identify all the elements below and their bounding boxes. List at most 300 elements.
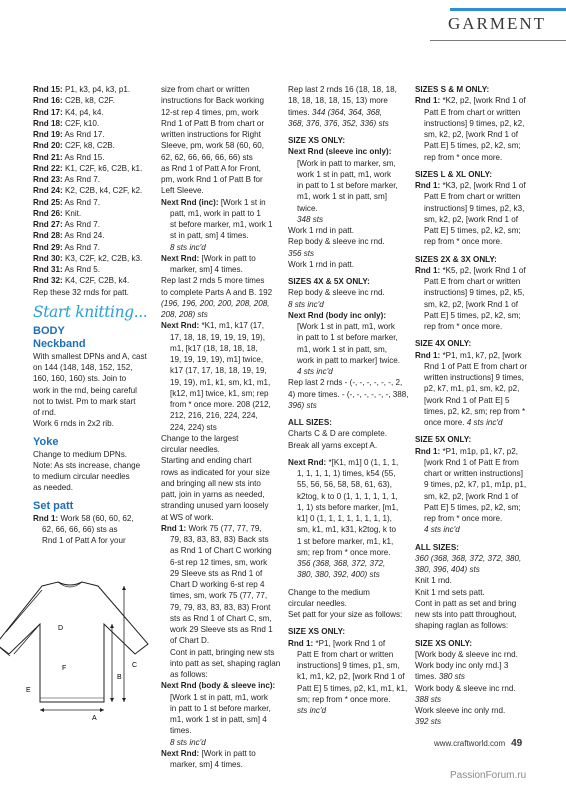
rnd1-text	[415, 457, 537, 525]
stitch-count: 380 sts	[438, 672, 465, 682]
text-line: k1] 0 (1, 1, 1, 1, 1, 1, 1, 1),	[297, 514, 392, 523]
round-label: Rnd 18:	[33, 118, 63, 128]
round-text: P1, k3, p4, k3, p1.	[64, 85, 131, 94]
text-line: 160, 160, 160) sts. Join to	[33, 374, 127, 384]
stitch-count: 356 (368, 368, 372, 372,	[297, 559, 386, 568]
rnd1	[415, 180, 537, 191]
text-line: sm, k2, p2, [work Rnd 1 of	[424, 130, 519, 139]
yoke-text	[33, 449, 155, 494]
rnd1	[161, 523, 282, 534]
header-rule	[430, 40, 566, 41]
text-line: work in the rnd, being careful	[33, 385, 137, 395]
text-line: k1, m1, k2, p2, [work Rnd 1 of	[297, 672, 405, 682]
text-line: 62, 66, 66, 66) sts as	[42, 524, 118, 534]
round-text: Work 75 (77, 77, 79,	[188, 523, 262, 533]
text-line: rep from * once more.	[424, 152, 503, 162]
text-line: Rep last 2 rnds - (-, -, -, -, -, -, 2,	[288, 378, 403, 388]
round-text: *P1, m1p, p1, k7, p2,	[442, 446, 519, 456]
round-row	[33, 174, 155, 185]
text-line: patt, join in yarns as needed,	[161, 490, 265, 499]
round-label: Rnd 16:	[33, 96, 63, 106]
text-line: chart or written instructions]	[424, 469, 523, 478]
neckband-heading: Neckband	[33, 337, 86, 350]
text-line: [Work 1 st in patt, m1, work	[170, 692, 268, 702]
text-line: Patt E] 5 times, p2, k1, m1, k1,	[297, 683, 408, 693]
text-line: 4) more times. - (-, -, -, -, -, -, 388,	[288, 389, 409, 399]
sleeve-inc-text	[288, 158, 409, 214]
text-line: sm, k2, p2, [work Rnd 1 of	[424, 299, 519, 309]
text-line: 208, 208) sts	[161, 310, 208, 319]
text-line: With smallest DPNs and A, cast	[33, 351, 147, 361]
repeat-note: Rep these 32 rnds for patt.	[33, 287, 129, 297]
text-line: instructions] 9 times, p1, sm,	[297, 661, 400, 670]
text-line: Work 1 rnd in patt.	[288, 226, 354, 235]
sweater-outline	[0, 582, 148, 702]
round-label: Rnd 27:	[33, 220, 63, 229]
text-line: and bringing all new sts into	[161, 478, 261, 488]
text-line: times.	[415, 672, 437, 682]
stitch-count: 356 sts	[288, 248, 315, 258]
round-row	[33, 219, 155, 230]
text-line: m1, work 1 st in patt, sm,	[297, 344, 387, 354]
dim-line-d	[6, 590, 42, 632]
round-row	[33, 275, 155, 286]
intro-text	[161, 84, 282, 197]
text-line: times.	[170, 726, 192, 736]
next-rnd-3	[161, 748, 282, 759]
round-text: As Rnd 7.	[64, 220, 101, 229]
round-text: [Work 1 st in	[220, 197, 266, 207]
round-label: Rnd 25:	[33, 197, 63, 207]
page-footer	[434, 738, 522, 749]
round-row	[33, 230, 155, 241]
round-text: K1, C2F, k6, C2B, k1.	[64, 163, 143, 173]
text-line: 19, 19, 19, 19), m1] twice,	[170, 355, 264, 364]
text-line: as Rnd 1 of Chart C working	[170, 546, 272, 556]
round-label: Next Rnd:	[161, 253, 200, 263]
text-line: times, sm, work 75 (77, 77,	[170, 591, 268, 601]
rnd1	[415, 95, 537, 106]
round-row	[33, 118, 155, 129]
label-f: F	[62, 665, 67, 672]
round-text: As Rnd 5.	[64, 265, 101, 274]
text-line: at WS of work.	[161, 512, 214, 522]
stitch-count: 396) sts	[288, 400, 317, 410]
arrow-head	[110, 624, 114, 628]
size-heading: SIZE XS ONLY:	[288, 136, 346, 145]
text-line: Rep last 2 rnds 5 more times	[161, 276, 265, 286]
text-line: Cont in patt as set and bring	[415, 598, 517, 608]
text-line: in patt to 1 st before marker,	[170, 703, 271, 713]
text-line: Work body inc only rnd.] 3	[415, 661, 509, 670]
text-line: Rnd 1 of Patt B from chart or	[161, 118, 265, 128]
text-line: Patt E from chart or written	[424, 192, 521, 202]
rnd1-text	[415, 276, 537, 332]
size-heading: SIZES L & XL ONLY:	[415, 169, 493, 179]
size-heading: SIZE 5X ONLY:	[415, 435, 472, 445]
text-line: Patt E from chart or written	[424, 107, 521, 117]
round-label: Rnd 32:	[33, 276, 63, 286]
section-title: GARMENT	[448, 14, 547, 33]
text-line: k17 (17, 17, 18, 18, 19, 19,	[170, 366, 267, 376]
text-line: [Work 1 st in patt, m1, work	[297, 322, 395, 331]
text-line: sts as Rnd 1 of Chart C, sm,	[170, 613, 272, 623]
round-label: Rnd 1:	[415, 350, 441, 360]
text-line: st in patt, sm] 4 times.	[170, 231, 249, 241]
text-line: Work 6 rnds in 2x2 rib.	[33, 419, 114, 429]
text-line: on 144 (148, 148, 152, 152,	[33, 363, 133, 372]
text-line: 1, 1, 1, 1, 1) times, k54 (55,	[297, 469, 396, 478]
round-label: Rnd 17:	[33, 107, 63, 117]
set-patt-heading: Set patt	[33, 499, 74, 512]
round-text: *K3, p2, [work Rnd 1 of	[442, 181, 526, 190]
round-label: Rnd 1:	[415, 265, 441, 275]
round-row	[33, 152, 155, 163]
round-text: *K2, p2, [work Rnd 1 of	[442, 96, 526, 106]
round-text: *[K1, m1] 0 (1, 1, 1,	[328, 457, 399, 467]
round-text: *K5, p2, [work Rnd 1 of	[442, 265, 526, 275]
text-line: Patt E] 5 times, p2, k2, sm;	[424, 226, 521, 235]
text-line: pm, work Rnd 1 of Patt B for	[161, 175, 263, 184]
round-label: Rnd 29:	[33, 242, 63, 252]
round-label: Rnd 1:	[288, 638, 314, 648]
text-line: Set patt for your size as follows:	[288, 610, 403, 619]
label-d: D	[58, 625, 64, 632]
round-label: Rnd 1:	[161, 523, 187, 533]
text-line: shaping raglan as follows:	[415, 621, 509, 631]
round-text: *P1, [work Rnd 1 of	[315, 638, 386, 648]
text-line: into patt as set, shaping raglan	[170, 658, 281, 668]
text-line: Work 1 rnd in patt.	[288, 259, 354, 269]
text-line: Work body & sleeve inc rnd.	[415, 683, 516, 693]
text-line: Patt E from chart or written	[297, 649, 394, 659]
column-2	[161, 84, 282, 770]
text-line: 1 st before marker, m1, k1,	[297, 536, 394, 546]
next-rnd-text	[288, 468, 409, 558]
size-heading: SIZE 4X ONLY:	[415, 339, 472, 349]
text-line: sm, k2, p2, [work Rnd 1 of	[424, 491, 519, 501]
text-line: in patt to 1 st before marker,	[297, 181, 398, 190]
arrow-head	[122, 698, 126, 702]
text-line: work 1 st in patt, m1, work	[297, 169, 392, 179]
round-text: K4, C2F, C2B, k4.	[64, 276, 130, 286]
round-label: Next Rnd (body inc only):	[288, 310, 387, 320]
text-line: Starting and ending chart	[161, 456, 252, 466]
text-line: m1, work 1 st in patt, sm]	[297, 192, 387, 202]
text-line: marker, sm] 4 times.	[170, 265, 243, 274]
round-label: Rnd 15:	[33, 85, 63, 94]
next-rnd-2	[161, 320, 282, 331]
text-line: as Rnd 1 of Patt A for Front,	[161, 163, 261, 173]
round-row	[33, 185, 155, 196]
next-rnd-inc	[161, 197, 282, 208]
text-line: sm; rep from * once more.	[297, 694, 391, 704]
round-label: Rnd 26:	[33, 208, 63, 218]
text-line: rep from * once more.	[424, 322, 503, 331]
text-line: [k12, m1] twice, k1, sm; rep	[170, 388, 269, 398]
text-line: k2tog, k to 0 (1, 1, 1, 1, 1, 1,	[297, 491, 398, 501]
text-line: work 29 Sleeve sts as Rnd 1	[170, 625, 273, 634]
text-line: times, p2, k2, sm; rep from *	[424, 406, 526, 416]
round-text: As Rnd 24.	[64, 231, 105, 241]
text-line: Knit 1 rnd sets patt.	[415, 587, 485, 597]
text-line: rows as indicated for your size	[161, 467, 270, 477]
text-line: of rnd.	[33, 408, 56, 417]
round-label: Rnd 22:	[33, 163, 63, 173]
text-line: Work sleeve inc only rnd.	[415, 706, 506, 715]
round-text: [Work in patt to	[201, 748, 256, 758]
text-line: m1, [k17 (18, 18, 18, 18,	[170, 343, 258, 353]
text-line: instructions] 9 times, p2, k3,	[424, 203, 525, 213]
round-label: Next Rnd (inc):	[161, 197, 219, 207]
stitch-count: 4 sts inc'd	[466, 418, 503, 427]
text-line: Rep body & sleeve inc rnd.	[288, 288, 385, 298]
text-line: Break all yarns except A.	[288, 440, 378, 450]
size-heading: SIZE XS ONLY:	[288, 627, 346, 637]
text-line: in patt to 1 st before marker,	[297, 333, 398, 343]
arrow-head	[110, 698, 114, 702]
sweater-schematic	[0, 574, 162, 724]
round-row	[33, 197, 155, 208]
text-line: circular needles.	[288, 598, 347, 608]
rnd1-text	[415, 107, 537, 163]
round-label: Next Rnd (body & sleeve inc):	[161, 681, 276, 691]
text-line: size from chart or written	[161, 85, 250, 94]
column-4	[415, 84, 537, 728]
round-row	[33, 242, 155, 253]
text-line: 55, 56, 56, 58, 58, 61, 63),	[297, 480, 392, 490]
text-line: 212, 216, 216, 224, 224,	[170, 411, 258, 421]
round-label: Rnd 23:	[33, 175, 63, 184]
round-row	[33, 264, 155, 275]
stitch-count: 8 sts inc'd	[170, 242, 206, 252]
round-row	[33, 84, 155, 95]
text-line: once more.	[424, 418, 465, 427]
text-line: 79, 83, 83, 83, 83) Back sts	[170, 535, 269, 544]
text-line: Knit 1 rnd.	[415, 576, 452, 586]
label-b: B	[117, 674, 122, 681]
size-heading: SIZES 4X & 5X ONLY:	[288, 277, 370, 286]
round-list	[33, 84, 155, 287]
rnd1-text	[161, 534, 282, 680]
text-line: sm, k1, m1, k31, k2tog, k to	[297, 525, 396, 535]
text-line: from * once more. 208 (212,	[170, 400, 271, 409]
text-line: to complete Parts A and B. 192	[161, 287, 273, 297]
round-label: Rnd 1:	[415, 96, 441, 106]
round-label: Next Rnd (sleeve inc only):	[288, 147, 392, 157]
rnd1-text	[288, 649, 409, 705]
round-row	[33, 163, 155, 174]
stitch-count: 8 sts inc'd	[288, 299, 324, 309]
round-label: Rnd 1:	[415, 446, 441, 456]
round-text: As Rnd 7.	[64, 242, 101, 252]
text-line: [Work body & sleeve inc rnd.	[415, 649, 518, 659]
header-accent-bar	[450, 8, 566, 11]
stitch-count: sts inc'd	[297, 706, 326, 715]
next-rnd	[161, 253, 282, 264]
rnd1-text	[415, 191, 537, 247]
text-line: Rnd 1 of Patt A for your	[42, 536, 126, 545]
text-line: Cont in patt, bringing new sts	[170, 647, 275, 657]
text-line: st before marker, m1, work 1	[170, 220, 273, 229]
text-line: sm, k2, p2, [work Rnd 1 of	[424, 214, 519, 224]
rnd1-text	[415, 361, 537, 417]
text-line: 17, 18, 18, 19, 19, 19, 19),	[170, 332, 265, 342]
round-text: As Rnd 15.	[64, 152, 105, 162]
text-line: [work Rnd 1 of Patt E from	[424, 457, 519, 467]
round-label: Rnd 19:	[33, 130, 63, 139]
change-text	[161, 433, 282, 523]
body-inc-text	[288, 321, 409, 366]
round-text: *K1, m1, k17 (17,	[201, 321, 265, 331]
round-label: Rnd 21:	[33, 152, 63, 162]
round-label: Rnd 31:	[33, 265, 63, 274]
section-header	[430, 8, 566, 48]
text-line: 79, 79, 83, 83, 83, 83) Front	[170, 602, 271, 612]
round-label: Rnd 1:	[33, 513, 59, 523]
label-e: E	[26, 687, 31, 694]
stitch-count: 348 sts	[297, 214, 324, 224]
text-line: Rnd 1 of Patt E from chart or	[424, 361, 528, 371]
stitch-count: 4 sts inc'd	[297, 367, 333, 376]
text-line: stranding unused yarn loosely	[161, 501, 269, 511]
text-line: Left Sleeve.	[161, 186, 204, 196]
round-text: C2F, k8, C2B.	[64, 141, 115, 151]
round-label: Rnd 24:	[33, 186, 63, 196]
body-sleeve-inc-text	[161, 692, 282, 737]
text-line: 29 Sleeve sts as Rnd 1 of	[170, 568, 263, 578]
round-text: K3, C2F, k2, C2B, k3.	[64, 253, 143, 263]
text-line: [Work in patt to marker, sm,	[297, 158, 396, 168]
round-label: Next Rnd:	[288, 457, 327, 467]
text-line: written instructions for Right	[161, 130, 261, 139]
text-line: instructions] 9 times, p2, k2,	[424, 118, 525, 128]
text-line: work in patt to marker] twice.	[297, 355, 401, 365]
text-line: times.	[288, 107, 310, 117]
round-text: C2F, k10.	[64, 118, 100, 128]
text-line: 12-st rep 4 times, pm, work	[161, 107, 259, 117]
neckband-text	[33, 351, 155, 430]
text-line: Rep last 2 rnds 16 (18, 18, 18,	[288, 85, 397, 94]
set-patt-rnd1	[33, 513, 155, 524]
round-row	[33, 208, 155, 219]
stitch-count: 380, 396, 404) sts	[415, 565, 480, 574]
text-line: Change to the largest	[161, 433, 239, 443]
round-text: K4, p4, k4.	[64, 107, 104, 117]
round-row	[33, 129, 155, 140]
text-line: marker, sm] 4 times.	[170, 760, 243, 769]
round-label: Rnd 20:	[33, 141, 63, 151]
rnd1	[415, 265, 537, 276]
start-knitting-heading: Start knitting...	[33, 302, 148, 321]
text-line: p2, k7, m1, p1, sm, k2, p2,	[424, 384, 520, 394]
text-line: 18, 18, 18, 18, 15, 13) more	[288, 96, 388, 106]
stitch-count: 4 sts inc'd	[424, 525, 460, 535]
text-line: m1, work 1 st in patt, sm] 4	[170, 715, 267, 724]
round-text: K2, C2B, k4, C2F, k2.	[64, 186, 143, 196]
stitch-count: 344 (364, 364, 368,	[311, 107, 383, 117]
text-line: of Chart D.	[170, 636, 210, 646]
size-heading: SIZE XS ONLY:	[415, 638, 473, 648]
text-line: written instructions] 9 times,	[424, 373, 524, 382]
text-line: instructions] 9 times, p2, k5,	[424, 288, 525, 298]
text-line: Patt E from chart or written	[424, 277, 521, 286]
text-line: Sleeve, pm, work 58 (60, 60,	[161, 141, 265, 151]
stitch-count: 380, 380, 392, 400) sts	[297, 570, 380, 580]
text-line: patt, m1, work in patt to 1	[170, 208, 261, 218]
text-line: rep from * once more.	[424, 237, 503, 247]
text-line: not to twist. Pm to mark start	[33, 396, 136, 406]
round-text: As Rnd 7.	[64, 197, 101, 207]
footer-url: www.craftworld.com	[434, 739, 506, 748]
round-row	[33, 95, 155, 106]
dim-line-f	[14, 624, 40, 654]
next-rnd	[288, 457, 409, 468]
round-label: Next Rnd:	[161, 748, 200, 758]
text-line: twice.	[297, 203, 318, 213]
round-row	[33, 107, 155, 118]
round-text: *P1, m1, k7, p2, [work	[442, 350, 522, 360]
text-line: 6-st rep 12 times, sm, work	[170, 557, 268, 567]
round-row	[33, 253, 155, 264]
text-line: Note: As sts increase, change	[33, 460, 141, 470]
round-text: [Work in patt to	[201, 253, 256, 263]
column-1	[33, 84, 155, 546]
page-number: 49	[511, 738, 523, 749]
text-line: 9 times, p2, k7, p1, m1p, p1,	[424, 480, 527, 490]
label-c: C	[132, 662, 138, 669]
stitch-count: 392 sts	[415, 717, 442, 727]
round-text: C2B, k8, C2F.	[64, 96, 115, 106]
text-line: rep from * once more.	[424, 514, 503, 523]
text-line: as follows:	[170, 670, 208, 679]
text-line: Charts C & D are complete.	[288, 429, 387, 439]
text-line: 19, 19), m1, k1, sm, k1, m1,	[170, 377, 271, 387]
size-heading: ALL SIZES:	[415, 542, 459, 552]
text-line: 1, 1) sts before marker, [m1,	[297, 502, 399, 512]
round-text: Work 58 (60, 60, 62,	[60, 513, 134, 523]
body-heading: BODY	[33, 324, 65, 337]
stitch-count: 8 sts inc'd	[170, 737, 206, 747]
text-line: [work Rnd 1 of Patt E] 5	[424, 395, 510, 405]
text-line: new sts into patt throughout,	[415, 610, 517, 619]
text-line: 62, 62, 66, 66, 66, 66) sts	[161, 152, 253, 162]
label-a: A	[92, 715, 97, 722]
yoke-heading: Yoke	[33, 435, 59, 448]
arrow-head	[122, 586, 126, 590]
text-line: (196, 196, 200, 200, 208, 208,	[161, 298, 270, 308]
rnd1	[288, 638, 409, 649]
round-row	[33, 140, 155, 151]
round-label: Rnd 1:	[415, 181, 441, 190]
text-line: Patt E] 5 times, p2, k2, sm;	[424, 141, 521, 151]
next-rnd-2-text	[161, 332, 282, 433]
text-line: Rep body & sleeve inc rnd.	[288, 237, 385, 247]
stitch-count: 368, 376, 376, 352, 336) sts	[288, 118, 389, 128]
text-line: Chart D working 6-st rep 4	[170, 580, 265, 589]
round-label: Rnd 28:	[33, 231, 63, 241]
watermark: PassionForum.ru	[450, 770, 527, 781]
text-line: Patt E] 5 times, p2, k2, sm;	[424, 310, 521, 320]
round-label: Next Rnd:	[161, 321, 200, 331]
stitch-count: 388 sts	[415, 694, 442, 704]
round-text: Knit.	[64, 208, 82, 218]
stitch-count: 360 (368, 368, 372, 372, 380,	[415, 553, 522, 563]
size-heading: SIZES S & M ONLY:	[415, 85, 490, 94]
text-line: to medium circular needles	[33, 472, 130, 481]
size-heading: ALL SIZES:	[288, 418, 332, 427]
round-text: As Rnd 7.	[64, 175, 101, 184]
